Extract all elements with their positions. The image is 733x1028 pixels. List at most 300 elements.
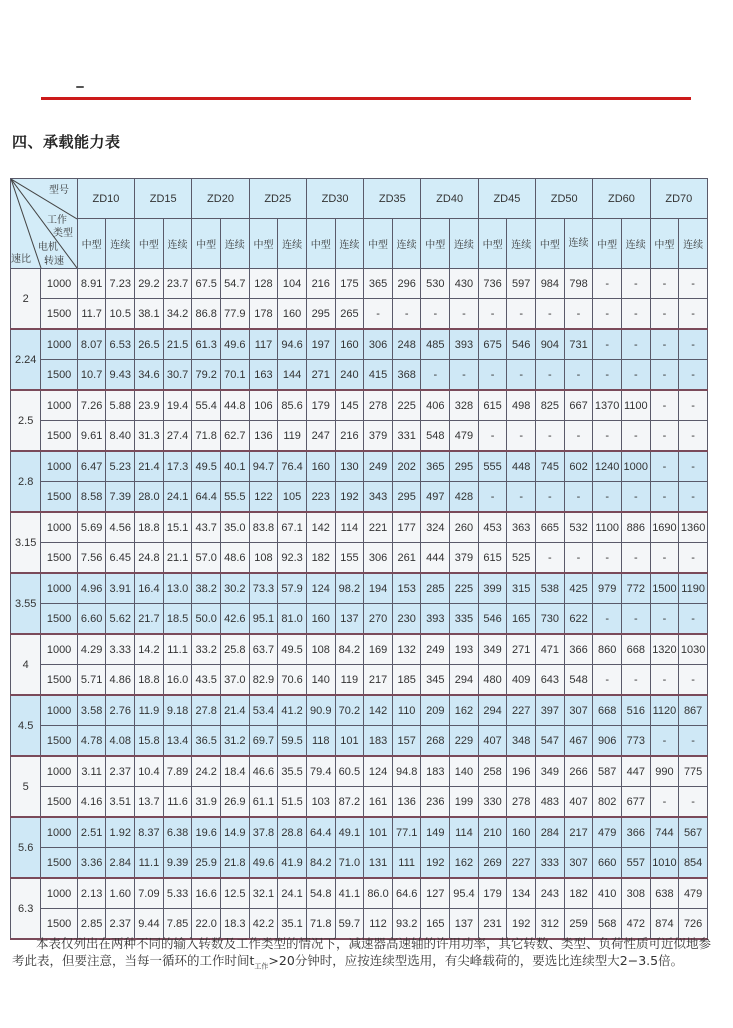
power-value-cell: 16.6 <box>192 878 221 909</box>
power-value-cell: 744 <box>650 817 679 848</box>
power-value-cell: 70.2 <box>335 695 364 726</box>
power-value-cell: 28.8 <box>278 817 307 848</box>
power-value-cell: 54.7 <box>221 269 250 299</box>
power-value-cell: - <box>679 421 708 452</box>
power-value-cell: 284 <box>536 817 565 848</box>
footnote-text-part1: 本表仅列出在两种不同的输入转数及工作类型的情况下，减速器高速轴的许用功率，其它转数、类型、负荷性质可近似地参考此表，但要注意，当每一循环的工作时间t <box>12 936 712 968</box>
power-value-cell: 13.0 <box>163 573 192 604</box>
power-value-cell: 602 <box>564 451 593 482</box>
power-value-cell: 308 <box>621 878 650 909</box>
power-value-cell: 93.2 <box>392 909 421 940</box>
power-value-cell: 772 <box>621 573 650 604</box>
top-mark <box>76 86 84 88</box>
motor-speed-cell: 1500 <box>41 421 77 452</box>
power-value-cell: - <box>679 390 708 421</box>
power-value-cell: 7.56 <box>77 543 106 574</box>
motor-speed-label-line1: 电机 <box>38 242 58 253</box>
power-value-cell: 5.88 <box>106 390 135 421</box>
power-value-cell: 5.23 <box>106 451 135 482</box>
power-value-cell: - <box>650 604 679 635</box>
power-value-cell: 131 <box>364 848 393 879</box>
power-value-cell: - <box>621 543 650 574</box>
power-value-cell: 3.33 <box>106 634 135 665</box>
power-value-cell: 665 <box>536 512 565 543</box>
power-value-cell: 179 <box>306 390 335 421</box>
power-value-cell: - <box>564 543 593 574</box>
power-value-cell: 216 <box>306 269 335 299</box>
power-value-cell: 79.4 <box>306 756 335 787</box>
power-value-cell: 216 <box>335 421 364 452</box>
power-value-cell: 18.5 <box>163 604 192 635</box>
power-value-cell: 467 <box>564 726 593 757</box>
continuous-duty-header: 连续 <box>278 219 307 269</box>
power-value-cell: 155 <box>335 543 364 574</box>
power-value-cell: 85.6 <box>278 390 307 421</box>
power-value-cell: 70.6 <box>278 665 307 696</box>
power-value-cell: 294 <box>450 665 479 696</box>
model-header-zd20: ZD20 <box>192 179 249 219</box>
power-value-cell: 67.5 <box>192 269 221 299</box>
power-value-cell: - <box>450 360 479 391</box>
power-value-cell: 23.7 <box>163 269 192 299</box>
power-value-cell: 532 <box>564 512 593 543</box>
continuous-duty-header: 连续 <box>564 219 593 269</box>
power-value-cell: 7.23 <box>106 269 135 299</box>
power-value-cell: 638 <box>650 878 679 909</box>
model-header-zd40: ZD40 <box>421 179 478 219</box>
power-value-cell: 775 <box>679 756 708 787</box>
power-value-cell: 479 <box>679 878 708 909</box>
power-value-cell: 29.2 <box>135 269 164 299</box>
power-value-cell: 2.13 <box>77 878 106 909</box>
power-value-cell: 160 <box>306 604 335 635</box>
table-body <box>11 269 708 940</box>
medium-duty-header: 中型 <box>421 219 450 269</box>
power-value-cell: 525 <box>507 543 536 574</box>
motor-speed-cell: 1500 <box>41 848 77 879</box>
power-value-cell: 773 <box>621 726 650 757</box>
power-value-cell: 64.4 <box>192 482 221 513</box>
model-header-zd70: ZD70 <box>650 179 707 219</box>
power-value-cell: 13.7 <box>135 787 164 818</box>
power-value-cell: 49.6 <box>249 848 278 879</box>
power-value-cell: 31.3 <box>135 421 164 452</box>
table-row <box>11 634 708 665</box>
power-value-cell: 295 <box>450 451 479 482</box>
power-value-cell: 142 <box>364 695 393 726</box>
power-value-cell: 270 <box>364 604 393 635</box>
power-value-cell: 335 <box>450 604 479 635</box>
power-value-cell: 498 <box>507 390 536 421</box>
power-value-cell: 30.2 <box>221 573 250 604</box>
power-value-cell: 210 <box>478 817 507 848</box>
power-value-cell: 77.1 <box>392 817 421 848</box>
power-value-cell: 236 <box>421 787 450 818</box>
ratio-cell: 5 <box>11 756 41 817</box>
power-value-cell: - <box>593 421 622 452</box>
power-value-cell: 199 <box>450 787 479 818</box>
medium-duty-header: 中型 <box>135 219 164 269</box>
power-value-cell: 25.8 <box>221 634 250 665</box>
power-value-cell: 867 <box>679 695 708 726</box>
continuous-duty-header: 连续 <box>507 219 536 269</box>
power-value-cell: 825 <box>536 390 565 421</box>
power-value-cell: 225 <box>392 390 421 421</box>
continuous-duty-header: 连续 <box>621 219 650 269</box>
power-value-cell: - <box>650 421 679 452</box>
power-value-cell: 7.89 <box>163 756 192 787</box>
power-value-cell: 736 <box>478 269 507 299</box>
power-value-cell: 4.08 <box>106 726 135 757</box>
power-value-cell: 54.8 <box>306 878 335 909</box>
power-value-cell: 6.38 <box>163 817 192 848</box>
power-value-cell: 9.43 <box>106 360 135 391</box>
power-value-cell: 17.3 <box>163 451 192 482</box>
power-value-cell: 76.4 <box>278 451 307 482</box>
power-value-cell: - <box>621 421 650 452</box>
power-value-cell: 24.8 <box>135 543 164 574</box>
power-value-cell: 6.45 <box>106 543 135 574</box>
power-value-cell: 104 <box>278 269 307 299</box>
power-value-cell: 48.6 <box>221 543 250 574</box>
power-value-cell: 3.51 <box>106 787 135 818</box>
power-value-cell: 4.86 <box>106 665 135 696</box>
footnote-text-part2: >20分钟时，应按连续型选用，有尖峰载荷的，要选比连续型大2−3.5倍。 <box>268 953 684 968</box>
power-value-cell: 548 <box>421 421 450 452</box>
power-value-cell: 379 <box>450 543 479 574</box>
power-value-cell: - <box>593 665 622 696</box>
model-header-row <box>11 179 708 219</box>
power-value-cell: 69.7 <box>249 726 278 757</box>
power-value-cell: 14.2 <box>135 634 164 665</box>
power-value-cell: - <box>650 329 679 360</box>
power-value-cell: 108 <box>306 634 335 665</box>
power-value-cell: 731 <box>564 329 593 360</box>
power-value-cell: 21.1 <box>163 543 192 574</box>
power-value-cell: - <box>507 482 536 513</box>
power-value-cell: - <box>650 665 679 696</box>
power-value-cell: 555 <box>478 451 507 482</box>
medium-duty-header: 中型 <box>593 219 622 269</box>
power-value-cell: 106 <box>249 390 278 421</box>
power-value-cell: 64.4 <box>306 817 335 848</box>
power-value-cell: 112 <box>364 909 393 940</box>
power-value-cell: 4.29 <box>77 634 106 665</box>
power-value-cell: 331 <box>392 421 421 452</box>
power-value-cell: 26.9 <box>221 787 250 818</box>
power-value-cell: 497 <box>421 482 450 513</box>
power-value-cell: 11.9 <box>135 695 164 726</box>
power-value-cell: 59.7 <box>335 909 364 940</box>
power-value-cell: 675 <box>478 329 507 360</box>
motor-speed-cell: 1000 <box>41 329 77 360</box>
model-header-zd60: ZD60 <box>593 179 650 219</box>
power-value-cell: 472 <box>621 909 650 940</box>
power-value-cell: 225 <box>450 573 479 604</box>
power-value-cell: 4.78 <box>77 726 106 757</box>
power-value-cell: 183 <box>364 726 393 757</box>
table-row <box>11 817 708 848</box>
power-value-cell: 177 <box>392 512 421 543</box>
power-value-cell: 124 <box>306 573 335 604</box>
power-value-cell: 98.2 <box>335 573 364 604</box>
power-value-cell: 44.8 <box>221 390 250 421</box>
power-value-cell: 5.69 <box>77 512 106 543</box>
power-value-cell: - <box>564 360 593 391</box>
power-value-cell: 101 <box>364 817 393 848</box>
power-value-cell: - <box>564 299 593 330</box>
power-value-cell: 1100 <box>621 390 650 421</box>
table-row <box>11 421 708 452</box>
motor-speed-cell: 1000 <box>41 451 77 482</box>
power-value-cell: 379 <box>364 421 393 452</box>
power-value-cell: - <box>392 299 421 330</box>
table-row <box>11 726 708 757</box>
motor-speed-cell: 1000 <box>41 878 77 909</box>
power-value-cell: 660 <box>593 848 622 879</box>
power-value-cell: - <box>621 665 650 696</box>
power-value-cell: 11.1 <box>135 848 164 879</box>
ratio-cell: 6.3 <box>11 878 41 939</box>
power-value-cell: 448 <box>507 451 536 482</box>
power-value-cell: 227 <box>507 695 536 726</box>
ratio-cell: 2.5 <box>11 390 41 451</box>
power-value-cell: 137 <box>335 604 364 635</box>
model-label: 型号 <box>49 185 69 196</box>
power-value-cell: 8.40 <box>106 421 135 452</box>
power-value-cell: 366 <box>621 817 650 848</box>
power-value-cell: 179 <box>478 878 507 909</box>
power-value-cell: 124 <box>364 756 393 787</box>
load-capacity-table <box>10 178 708 940</box>
power-value-cell: 9.61 <box>77 421 106 452</box>
power-value-cell: 105 <box>278 482 307 513</box>
power-value-cell: 22.0 <box>192 909 221 940</box>
power-value-cell: 27.8 <box>192 695 221 726</box>
power-value-cell: 1370 <box>593 390 622 421</box>
power-value-cell: 35.0 <box>221 512 250 543</box>
power-value-cell: 8.07 <box>77 329 106 360</box>
power-value-cell: 6.53 <box>106 329 135 360</box>
power-value-cell: - <box>564 421 593 452</box>
power-value-cell: 295 <box>392 482 421 513</box>
power-value-cell: 42.2 <box>249 909 278 940</box>
power-value-cell: 37.8 <box>249 817 278 848</box>
motor-speed-cell: 1500 <box>41 360 77 391</box>
power-value-cell: 32.1 <box>249 878 278 909</box>
power-value-cell: 101 <box>335 726 364 757</box>
table-row <box>11 299 708 330</box>
power-value-cell: 530 <box>421 269 450 299</box>
power-value-cell: 153 <box>392 573 421 604</box>
power-value-cell: 1320 <box>650 634 679 665</box>
power-value-cell: 1120 <box>650 695 679 726</box>
power-value-cell: 229 <box>450 726 479 757</box>
power-value-cell: 407 <box>478 726 507 757</box>
power-value-cell: 25.9 <box>192 848 221 879</box>
power-value-cell: - <box>536 299 565 330</box>
power-value-cell: 49.6 <box>221 329 250 360</box>
power-value-cell: 160 <box>278 299 307 330</box>
power-value-cell: 2.37 <box>106 756 135 787</box>
power-value-cell: - <box>621 329 650 360</box>
power-value-cell: 9.39 <box>163 848 192 879</box>
power-value-cell: 18.4 <box>221 756 250 787</box>
power-value-cell: 24.1 <box>163 482 192 513</box>
power-value-cell: 984 <box>536 269 565 299</box>
table-row <box>11 360 708 391</box>
power-value-cell: 1030 <box>679 634 708 665</box>
power-value-cell: 516 <box>621 695 650 726</box>
power-value-cell: 5.71 <box>77 665 106 696</box>
power-value-cell: 248 <box>392 329 421 360</box>
power-value-cell: 108 <box>249 543 278 574</box>
power-value-cell: 94.6 <box>278 329 307 360</box>
power-value-cell: 197 <box>306 329 335 360</box>
power-value-cell: 127 <box>421 878 450 909</box>
power-value-cell: 6.47 <box>77 451 106 482</box>
power-value-cell: 9.18 <box>163 695 192 726</box>
power-value-cell: - <box>621 360 650 391</box>
power-value-cell: 67.1 <box>278 512 307 543</box>
power-value-cell: 122 <box>249 482 278 513</box>
power-value-cell: - <box>536 360 565 391</box>
power-value-cell: 538 <box>536 573 565 604</box>
power-value-cell: - <box>421 299 450 330</box>
power-value-cell: 90.9 <box>306 695 335 726</box>
power-value-cell: 266 <box>564 756 593 787</box>
power-value-cell: - <box>478 421 507 452</box>
power-value-cell: - <box>478 299 507 330</box>
power-value-cell: 667 <box>564 390 593 421</box>
power-value-cell: 7.09 <box>135 878 164 909</box>
power-value-cell: 363 <box>507 512 536 543</box>
header-divider-line <box>41 97 691 100</box>
power-value-cell: 160 <box>507 817 536 848</box>
motor-speed-label-line2: 转速 <box>44 256 64 267</box>
power-value-cell: 9.44 <box>135 909 164 940</box>
power-value-cell: 49.5 <box>278 634 307 665</box>
table-row <box>11 543 708 574</box>
model-header-zd10: ZD10 <box>77 179 134 219</box>
power-value-cell: 209 <box>421 695 450 726</box>
power-value-cell: 7.85 <box>163 909 192 940</box>
power-value-cell: 557 <box>621 848 650 879</box>
power-value-cell: - <box>621 604 650 635</box>
power-value-cell: 668 <box>621 634 650 665</box>
power-value-cell: 906 <box>593 726 622 757</box>
power-value-cell: 92.3 <box>278 543 307 574</box>
medium-duty-header: 中型 <box>192 219 221 269</box>
power-value-cell: 35.5 <box>278 756 307 787</box>
power-value-cell: 615 <box>478 390 507 421</box>
power-value-cell: 349 <box>478 634 507 665</box>
power-value-cell: 165 <box>507 604 536 635</box>
power-value-cell: 453 <box>478 512 507 543</box>
power-value-cell: 114 <box>335 512 364 543</box>
power-value-cell: 103 <box>306 787 335 818</box>
power-value-cell: 285 <box>421 573 450 604</box>
power-value-cell: 444 <box>421 543 450 574</box>
power-value-cell: 132 <box>392 634 421 665</box>
power-value-cell: 79.2 <box>192 360 221 391</box>
power-value-cell: 117 <box>249 329 278 360</box>
power-value-cell: 11.7 <box>77 299 106 330</box>
model-header-zd30: ZD30 <box>306 179 363 219</box>
power-value-cell: - <box>536 543 565 574</box>
power-value-cell: 162 <box>450 848 479 879</box>
power-value-cell: 330 <box>478 787 507 818</box>
motor-speed-cell: 1500 <box>41 482 77 513</box>
power-value-cell: 19.6 <box>192 817 221 848</box>
power-value-cell: 668 <box>593 695 622 726</box>
power-value-cell: - <box>621 269 650 299</box>
power-value-cell: - <box>507 421 536 452</box>
power-value-cell: 55.5 <box>221 482 250 513</box>
motor-speed-cell: 1000 <box>41 817 77 848</box>
power-value-cell: 8.37 <box>135 817 164 848</box>
work-type-header-row <box>11 219 708 269</box>
power-value-cell: 1500 <box>650 573 679 604</box>
power-value-cell: 196 <box>507 756 536 787</box>
power-value-cell: 149 <box>421 817 450 848</box>
ratio-cell: 4.5 <box>11 695 41 756</box>
power-value-cell: 479 <box>450 421 479 452</box>
power-value-cell: - <box>650 787 679 818</box>
power-value-cell: 71.0 <box>335 848 364 879</box>
motor-speed-cell: 1000 <box>41 269 77 299</box>
power-value-cell: 81.0 <box>278 604 307 635</box>
power-value-cell: 130 <box>335 451 364 482</box>
power-value-cell: 548 <box>564 665 593 696</box>
power-value-cell: 1190 <box>679 573 708 604</box>
power-value-cell: 144 <box>278 360 307 391</box>
footnote <box>12 935 718 976</box>
power-value-cell: 349 <box>536 756 565 787</box>
power-value-cell: 86.0 <box>364 878 393 909</box>
power-value-cell: 597 <box>507 269 536 299</box>
power-value-cell: 399 <box>478 573 507 604</box>
work-type-label-line1: 工作 <box>47 215 67 226</box>
power-value-cell: 28.0 <box>135 482 164 513</box>
power-value-cell: 227 <box>507 848 536 879</box>
table-row <box>11 848 708 879</box>
continuous-duty-header: 连续 <box>392 219 421 269</box>
model-header-zd50: ZD50 <box>536 179 593 219</box>
ratio-cell: 2.24 <box>11 329 41 390</box>
model-header-zd15: ZD15 <box>135 179 192 219</box>
power-value-cell: 990 <box>650 756 679 787</box>
power-value-cell: 33.2 <box>192 634 221 665</box>
power-value-cell: - <box>679 604 708 635</box>
table-row <box>11 787 708 818</box>
power-value-cell: 26.5 <box>135 329 164 360</box>
power-value-cell: - <box>593 604 622 635</box>
power-value-cell: 393 <box>450 329 479 360</box>
motor-speed-cell: 1000 <box>41 695 77 726</box>
power-value-cell: 397 <box>536 695 565 726</box>
power-value-cell: 30.7 <box>163 360 192 391</box>
power-value-cell: 6.60 <box>77 604 106 635</box>
power-value-cell: - <box>650 543 679 574</box>
continuous-duty-header: 连续 <box>450 219 479 269</box>
power-value-cell: 18.8 <box>135 512 164 543</box>
table-row <box>11 482 708 513</box>
power-value-cell: 315 <box>507 573 536 604</box>
power-value-cell: 294 <box>478 695 507 726</box>
power-value-cell: 886 <box>621 512 650 543</box>
power-value-cell: 49.1 <box>335 817 364 848</box>
